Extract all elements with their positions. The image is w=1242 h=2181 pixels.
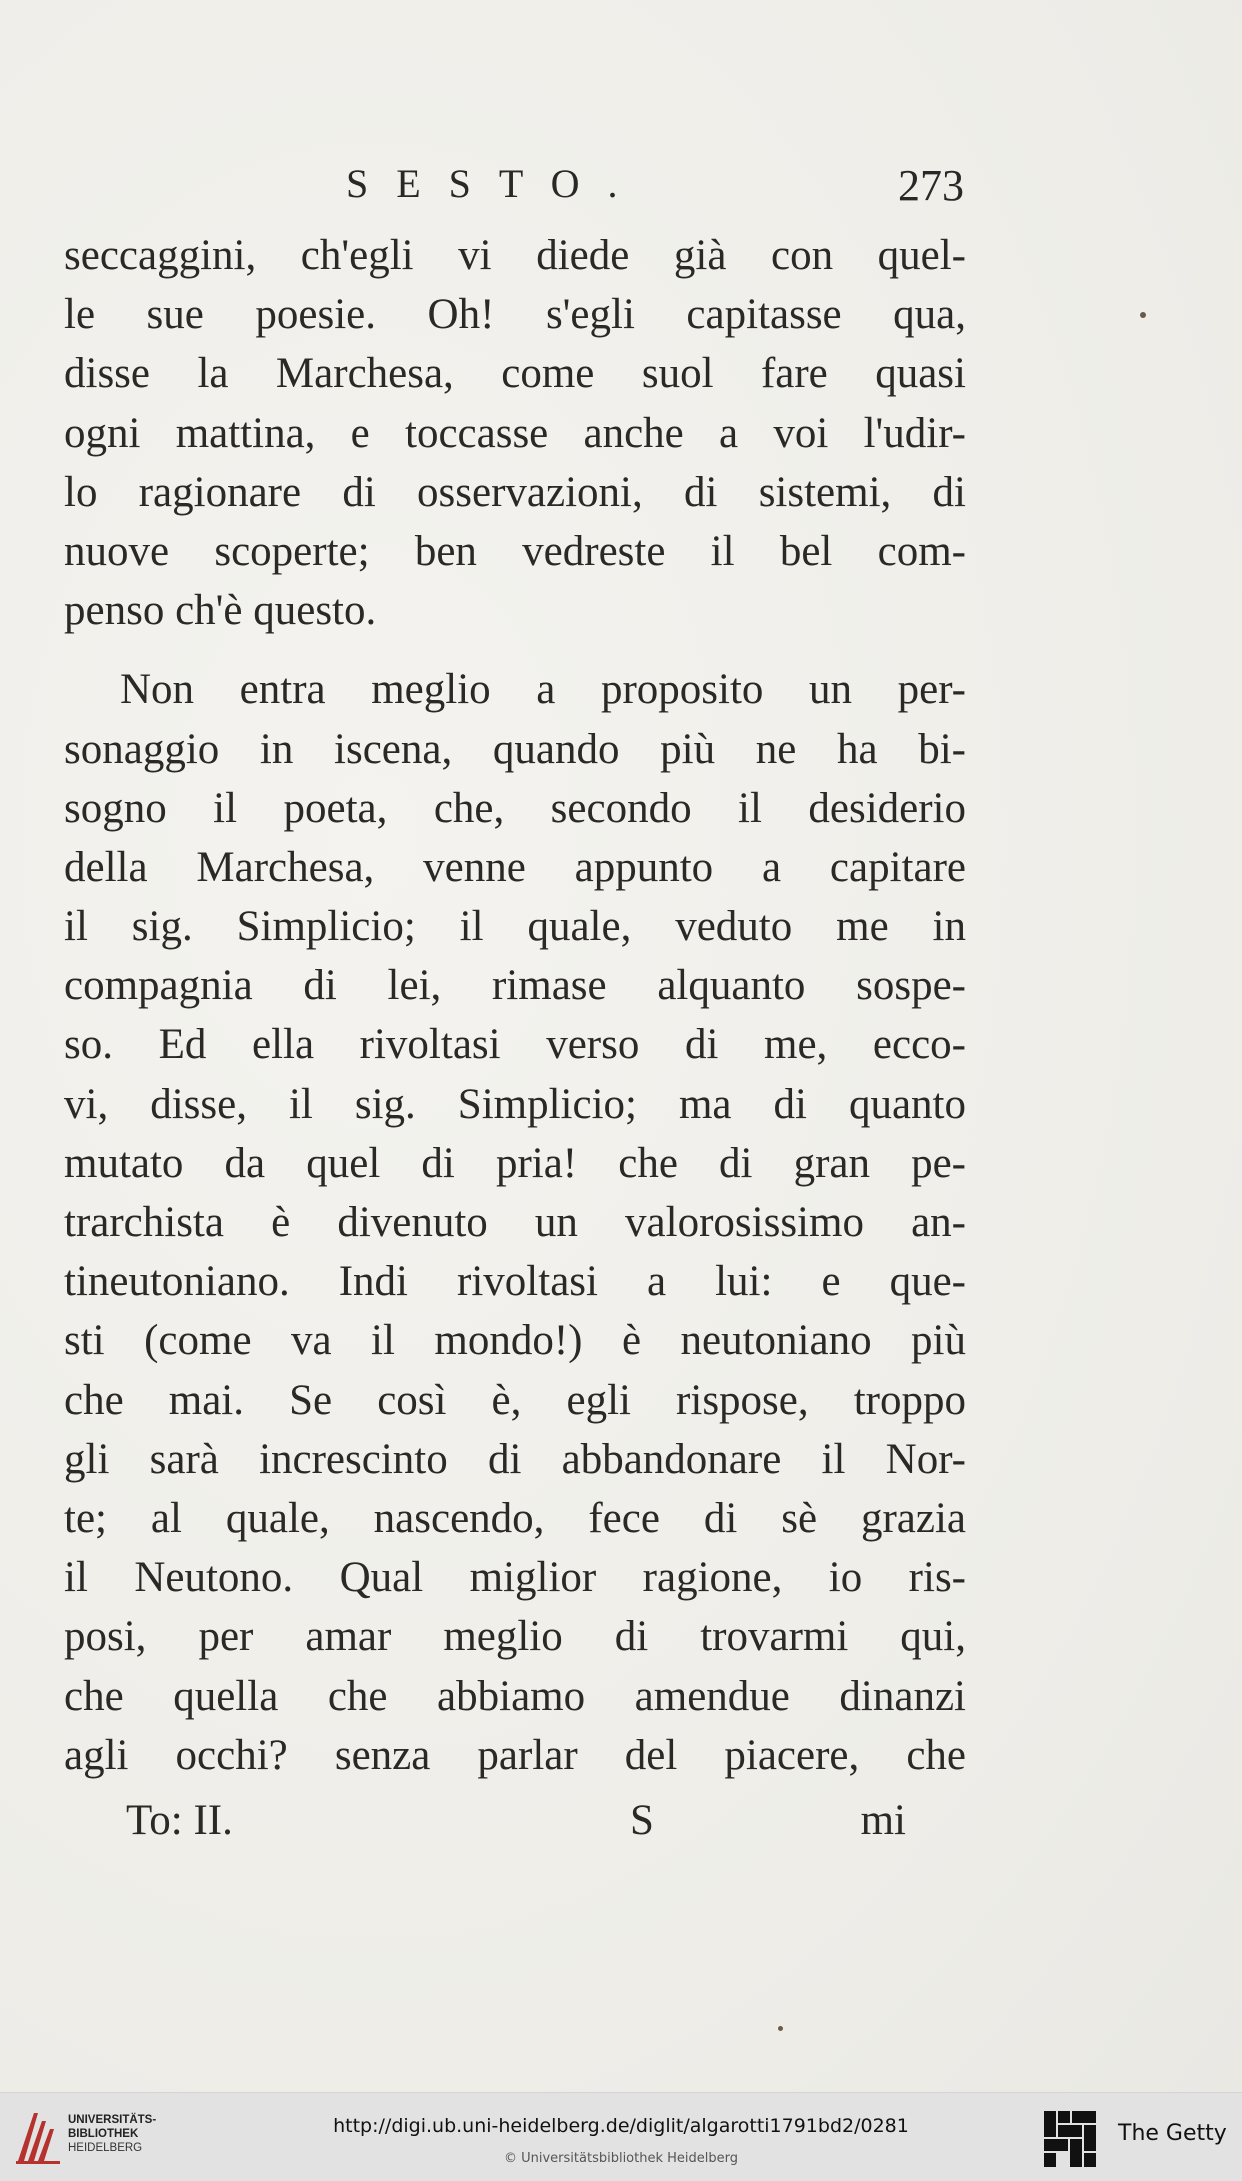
page-header: [64, 160, 964, 220]
library-name-line: UNIVERSITÄTS-: [68, 2114, 157, 2126]
page-number: 273: [898, 161, 964, 210]
text-line: della Marchesa, venne appunto a capitare: [64, 843, 966, 891]
running-head: SESTO.: [346, 161, 646, 206]
text-line: sogno il poeta, che, secondo il desiderio: [64, 784, 966, 832]
text-line: posi, per amar meglio di trovarmi qui,: [64, 1613, 966, 1661]
text-line: gli sarà increscinto di abbandonare il Nor-: [64, 1435, 966, 1483]
text-line: te; al quale, nascendo, fece di sè grazia: [64, 1494, 966, 1542]
text-line: le sue poesie. Oh! s'egli capitasse qua,: [64, 291, 966, 339]
text-line: agli occhi? senza parlar del piacere, che: [64, 1731, 966, 1779]
copyright-notice: © Universitätsbibliothek Heidelberg: [503, 2151, 738, 2166]
text-line: so. Ed ella rivoltasi verso di me, ecco-: [64, 1021, 966, 1069]
viewer-footer-bar: [0, 2092, 1242, 2181]
text-line: mutato da quel di pria! che di gran pe-: [64, 1139, 966, 1187]
ink-speck: [1140, 312, 1146, 318]
body-text: [64, 226, 966, 1785]
text-line: il sig. Simplicio; il quale, veduto me in: [64, 903, 966, 951]
text-line: penso ch'è questo.: [64, 587, 377, 635]
library-name-line: BIBLIOTHEK: [68, 2128, 139, 2140]
signature-mark: S: [630, 1797, 654, 1844]
text-line: nuove scoperte; ben vedreste il bel com-: [64, 527, 966, 575]
getty-name: The Getty: [1118, 2121, 1227, 2146]
text-line: sti (come va il mondo!) è neutoniano più: [64, 1317, 966, 1365]
text-line: Non entra meglio a proposito un per-: [120, 666, 966, 714]
text-line: compagnia di lei, rimase alquanto sospe-: [64, 962, 966, 1010]
text-line: vi, disse, il sig. Simplicio; ma di quanto: [64, 1080, 966, 1128]
text-line: seccaggini, ch'egli vi diede già con quel-: [64, 232, 966, 279]
volume-mark: To: II.: [126, 1797, 233, 1844]
text-line: che mai. Se così è, egli rispose, troppo: [64, 1376, 966, 1424]
permalink-url[interactable]: http://digi.ub.uni-heidelberg.de/diglit/algarotti1791bd2/0281: [333, 2115, 909, 2137]
text-line: sonaggio in iscena, quando più ne ha bi-: [64, 725, 966, 773]
text-line: il Neutono. Qual miglior ragione, io ris-: [64, 1554, 966, 1602]
library-name-line: HEIDELBERG: [68, 2142, 143, 2154]
text-line: disse la Marchesa, come suol fare quasi: [64, 350, 966, 398]
text-line: trarchista è divenuto un valorosissimo an-: [64, 1199, 966, 1246]
getty-logo-icon: [1044, 2111, 1096, 2167]
ink-speck: [778, 2026, 783, 2031]
text-line: che quella che abbiamo amendue dinanzi: [64, 1672, 966, 1720]
page-footer: [126, 1796, 906, 1856]
catchword: mi: [860, 1797, 906, 1844]
text-line: lo ragionare di osservazioni, di sistemi, di: [64, 468, 966, 516]
text-line: tineutoniano. Indi rivoltasi a lui: e que-: [64, 1258, 966, 1306]
text-line: ogni mattina, e toccasse anche a voi l'udir-: [64, 409, 966, 457]
